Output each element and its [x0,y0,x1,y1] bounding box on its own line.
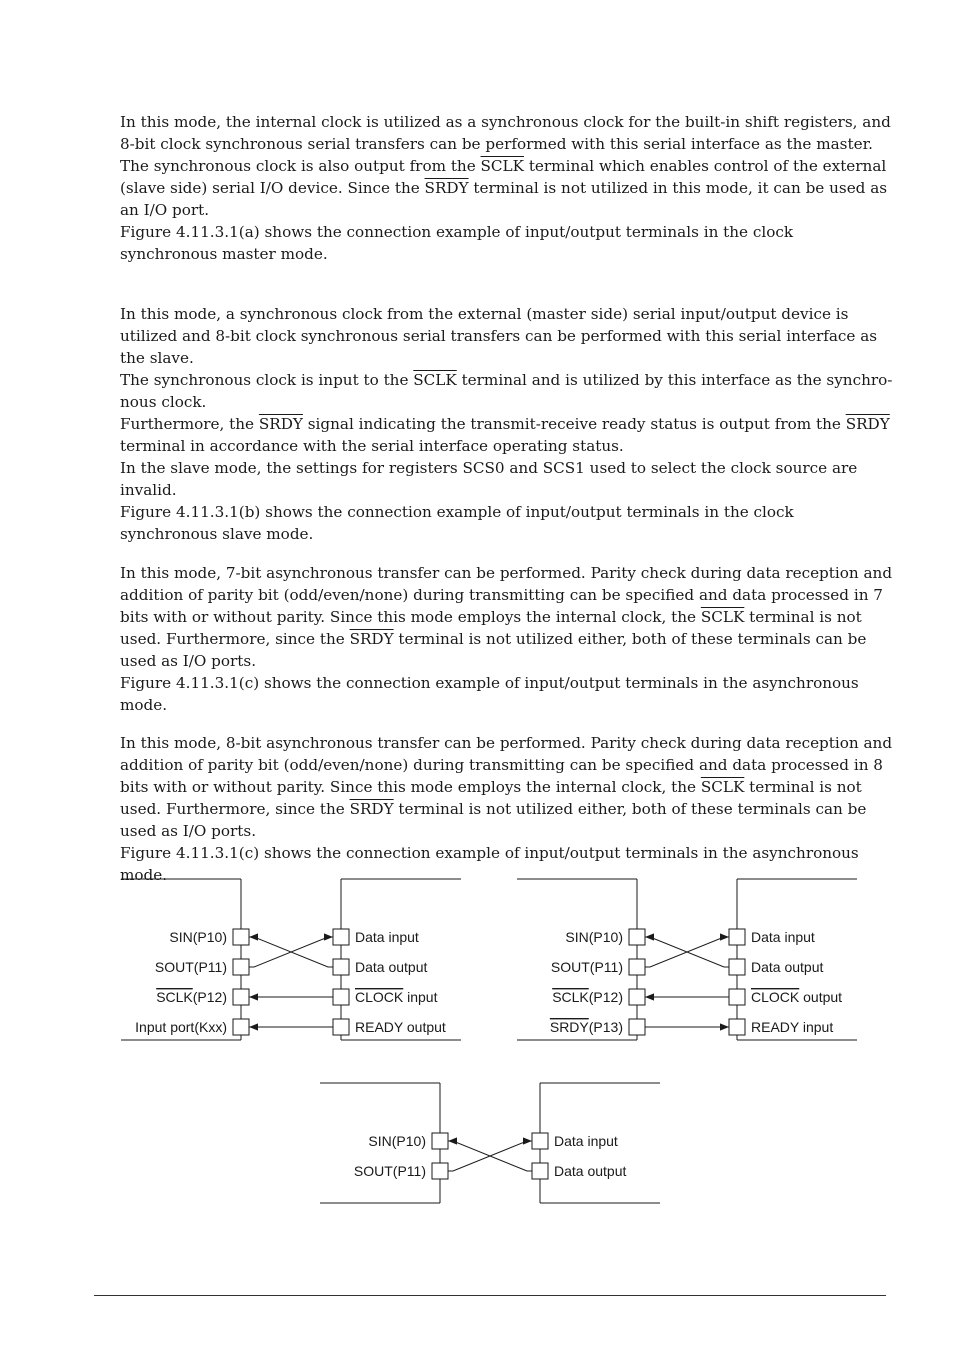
overlined-signal: SRDY [845,415,890,433]
overlined-signal: SCLK [413,371,457,389]
left-pin-box [233,959,249,975]
left-pin-box [629,1019,645,1035]
overlined-signal: SRDY [549,1019,589,1035]
right-pin-box [532,1163,548,1179]
overlined-signal: SCLK [156,989,193,1005]
figure-b-slave-mode [517,879,857,1040]
left-pin-box [432,1163,448,1179]
right-pin-label: CLOCK output [751,989,843,1005]
left-pin-box [233,989,249,1005]
overlined-signal: CLOCK [751,989,800,1005]
right-pin-box [729,929,745,945]
left-pin-label: SOUT(P11) [550,959,623,975]
paragraph-line: In this mode, 7-bit asynchronous transfer can be performed. Parity check during data reception and addition of parity bit (odd/even/none) during transmitting can be specified and data processed in 7 bits with or without parity. Since this mode employs the internal clock, the SCLK terminal is not used. Furthermore, since the SRDY terminal is not utilized either, both of these terminals can be used as I/O ports. [120,564,893,670]
right-pin-label: Data output [751,959,824,975]
left-pin-box [629,989,645,1005]
right-pin-box [333,959,349,975]
left-pin-label: SIN(P10) [169,929,227,945]
right-pin-box [729,1019,745,1035]
left-pin-label: SIN(P10) [565,929,623,945]
left-pin-label: SOUT(P11) [353,1163,426,1179]
right-pin-label: Data input [751,929,815,945]
right-pin-box [532,1133,548,1149]
right-pin-label: Data input [355,929,419,945]
paragraph-line: Figure 4.11.3.1(a) shows the connection example of input/output terminals in the clock synchronous master mode. [120,223,794,263]
right-pin-label: CLOCK input [355,989,438,1005]
right-pin-label: Data output [554,1163,627,1179]
left-pin-box [629,959,645,975]
right-pin-label: Data input [554,1133,618,1149]
left-pin-box [432,1133,448,1149]
right-pin-box [333,929,349,945]
left-pin-label: SOUT(P11) [154,959,227,975]
paragraph-line: Figure 4.11.3.1(b) shows the connection example of input/output terminals in the clock synchronous slave mode. [120,503,794,543]
overlined-signal: SRDY [258,415,303,433]
overlined-signal: SCLK [552,989,589,1005]
right-pin-label: Data output [355,959,428,975]
right-pin-label: READY input [751,1019,834,1035]
overlined-signal: SRDY [424,179,469,197]
overlined-signal: SCLK [700,778,745,796]
footer-rule [94,1295,886,1296]
left-pin-label: SCLK(P12) [552,989,623,1005]
left-pin-box [233,929,249,945]
wire-data-output-to-sin [448,1141,532,1171]
left-pin-label: SCLK(P12) [156,989,227,1005]
paragraph-line: In this mode, the internal clock is utilized as a synchronous clock for the built-in shift registers, and 8-bit clock synchronous serial transfers can be performed with this serial interface as the master. [120,113,891,153]
paragraph-line: Furthermore, the SRDY signal indicating the transmit-receive ready status is output from the SRDY terminal in accordance with the serial interface operating status. [120,415,890,455]
overlined-signal: SRDY [349,800,394,818]
right-pin-box [333,989,349,1005]
left-pin-label: SIN(P10) [368,1133,426,1149]
overlined-signal: CLOCK [355,989,404,1005]
wire-data-output-to-sin [249,937,333,967]
left-pin-label: SRDY(P13) [549,1019,623,1035]
paragraph-line: In the slave mode, the settings for registers SCS0 and SCS1 used to select the clock source are invalid. [120,459,858,499]
right-pin-box [729,989,745,1005]
wire-data-output-to-sin [645,937,729,967]
left-pin-label: Input port(Kxx) [135,1019,227,1035]
paragraph-line: The synchronous clock is input to the SCLK terminal and is utilized by this interface as the synchro-nous clock. [120,371,893,411]
left-pin-box [629,929,645,945]
paragraph-line: Figure 4.11.3.1(c) shows the connection example of input/output terminals in the asynchronous mode. [120,674,859,714]
paragraph-line: Figure 4.11.3.1(c) shows the connection example of input/output terminals in the asynchronous mode. [120,844,859,884]
left-pin-box [233,1019,249,1035]
overlined-signal: SRDY [349,630,394,648]
right-pin-label: READY output [355,1019,446,1035]
paragraph-line: In this mode, a synchronous clock from the external (master side) serial input/output device is utilized and 8-bit clock synchronous serial transfers can be performed with this serial interface as the slave. [120,305,878,367]
right-pin-box [729,959,745,975]
overlined-signal: SCLK [480,157,524,175]
paragraph-line: In this mode, 8-bit asynchronous transfer can be performed. Parity check during data reception and addition of parity bit (odd/even/none) during transmitting can be specified and data processed in 8 bits with or without parity. Since this mode employs the internal clock, the SCLK terminal is not used. Furthermore, since the SRDY terminal is not utilized either, both of these terminals can be used as I/O ports. [120,734,893,840]
overlined-signal: SCLK [700,608,745,626]
figure-c-async-mode [320,1083,660,1203]
right-pin-box [333,1019,349,1035]
figure-a-master-mode [121,879,461,1040]
paragraph-line: The synchronous clock is also output from the SCLK terminal which enables control of the external (slave side) serial I/O device. Since the SRDY terminal is not utilized in this mode, it can be used as an I/O port. [120,157,888,219]
